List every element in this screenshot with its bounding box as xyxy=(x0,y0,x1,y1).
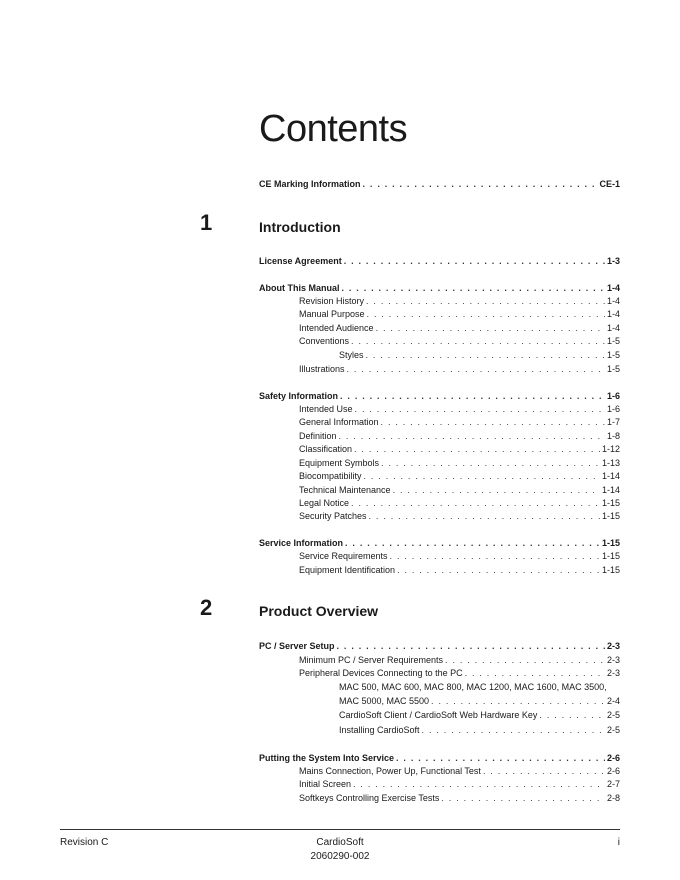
chapter-title[interactable]: Product Overview xyxy=(259,603,379,619)
toc-leader-dots xyxy=(393,484,600,496)
toc-label: CardioSoft Client / CardioSoft Web Hardware Key xyxy=(339,710,538,720)
toc-label: Service Information xyxy=(259,538,344,548)
toc-page: 1-6 xyxy=(606,404,620,414)
toc-label: Legal Notice xyxy=(299,498,350,508)
toc-subentry[interactable] xyxy=(299,667,620,679)
toc-leader-dots xyxy=(363,178,598,190)
toc-subsubentry-line[interactable]: MAC 500, MAC 600, MAC 800, MAC 1200, MAC 1600, MAC 3500, xyxy=(339,682,607,692)
toc-page: 1-12 xyxy=(601,444,620,454)
toc-leader-dots xyxy=(381,457,600,469)
toc-page: 2-4 xyxy=(606,696,620,706)
toc-leader-dots xyxy=(441,792,605,804)
toc-label: Classification xyxy=(299,444,353,454)
toc-page: 1-7 xyxy=(606,417,620,427)
toc-leader-dots xyxy=(465,667,605,679)
toc-leader-dots xyxy=(366,349,605,361)
toc-label: Intended Audience xyxy=(299,323,374,333)
toc-subentry[interactable] xyxy=(299,295,620,307)
footer-page-number: i xyxy=(617,837,620,848)
chapter-number: 1 xyxy=(200,210,213,235)
toc-leader-dots xyxy=(345,537,600,549)
toc-leader-dots xyxy=(422,724,605,736)
toc-leader-dots xyxy=(339,430,605,442)
toc-label: Security Patches xyxy=(299,511,367,521)
toc-subentry[interactable] xyxy=(299,363,620,375)
toc-leader-dots xyxy=(431,695,605,707)
toc-label: General Information xyxy=(299,417,379,427)
toc-page: 1-15 xyxy=(601,551,620,561)
toc-subentry[interactable] xyxy=(299,430,620,442)
toc-page: 1-15 xyxy=(601,565,620,575)
toc-label: Service Requirements xyxy=(299,551,388,561)
toc-subsubentry[interactable] xyxy=(339,709,620,721)
toc-label: Manual Purpose xyxy=(299,309,365,319)
toc-leader-dots xyxy=(366,295,605,307)
toc-label: Equipment Symbols xyxy=(299,458,380,468)
toc-page: 2-3 xyxy=(606,668,620,678)
footer-revision: Revision C xyxy=(60,837,109,848)
toc-label: Peripheral Devices Connecting to the PC xyxy=(299,668,463,678)
toc-page: 2-6 xyxy=(606,766,620,776)
toc-leader-dots xyxy=(483,765,605,777)
toc-subentry[interactable] xyxy=(299,497,620,509)
toc-leader-dots xyxy=(355,403,605,415)
toc-leader-dots xyxy=(354,443,600,455)
toc-label: PC / Server Setup xyxy=(259,641,335,651)
toc-entry-license-agreement[interactable] xyxy=(259,255,620,267)
toc-label: Illustrations xyxy=(299,364,345,374)
toc-label: Technical Maintenance xyxy=(299,485,391,495)
toc-leader-dots xyxy=(347,363,605,375)
toc-label: Revision History xyxy=(299,296,365,306)
toc-subentry[interactable] xyxy=(299,654,620,666)
toc-subentry[interactable] xyxy=(299,416,620,428)
toc-subentry[interactable] xyxy=(299,778,620,790)
toc-page: 1-4 xyxy=(606,283,620,293)
toc-page: 1-5 xyxy=(606,336,620,346)
toc-subsubentry[interactable] xyxy=(339,724,620,736)
toc-label: Safety Information xyxy=(259,391,339,401)
toc-page: 1-14 xyxy=(601,471,620,481)
toc-label: Installing CardioSoft xyxy=(339,725,420,735)
toc-label: Softkeys Controlling Exercise Tests xyxy=(299,793,440,803)
toc-subentry[interactable] xyxy=(299,510,620,522)
toc-entry-service-information[interactable] xyxy=(259,537,620,549)
toc-subentry[interactable] xyxy=(299,765,620,777)
toc-leader-dots xyxy=(364,470,600,482)
toc-subsubentry[interactable] xyxy=(339,695,620,707)
toc-page: 2-6 xyxy=(606,753,620,763)
toc-leader-dots xyxy=(353,778,605,790)
toc-label: Equipment Identification xyxy=(299,565,396,575)
toc-subentry[interactable] xyxy=(299,443,620,455)
footer-divider xyxy=(60,829,620,830)
toc-leader-dots xyxy=(381,416,605,428)
toc-page: 1-13 xyxy=(601,458,620,468)
toc-page: 1-5 xyxy=(606,364,620,374)
toc-label: Putting the System Into Service xyxy=(259,753,395,763)
toc-leader-dots xyxy=(539,709,605,721)
toc-leader-dots xyxy=(351,335,605,347)
toc-leader-dots xyxy=(445,654,605,666)
toc-page: 1-6 xyxy=(606,391,620,401)
toc-page: 1-4 xyxy=(606,309,620,319)
toc-label: Minimum PC / Server Requirements xyxy=(299,655,444,665)
footer-product: CardioSoft xyxy=(316,837,364,848)
toc-subentry[interactable] xyxy=(299,322,620,334)
toc-page: 2-5 xyxy=(606,725,620,735)
toc-leader-dots xyxy=(396,752,605,764)
toc-leader-dots xyxy=(337,640,605,652)
toc-page: 1-15 xyxy=(601,511,620,521)
toc-page: 1-3 xyxy=(606,256,620,266)
toc-page: 2-3 xyxy=(606,641,620,651)
toc-label: Definition xyxy=(299,431,337,441)
toc-entry-about-this-manual[interactable] xyxy=(259,282,620,294)
toc-page: 1-14 xyxy=(601,485,620,495)
toc-page: 1-15 xyxy=(601,498,620,508)
toc-leader-dots xyxy=(397,564,600,576)
toc-page: 2-8 xyxy=(606,793,620,803)
toc-label: Mains Connection, Power Up, Functional Test xyxy=(299,766,481,776)
toc-leader-dots xyxy=(340,390,605,402)
toc-leader-dots xyxy=(376,322,605,334)
toc-page: 2-7 xyxy=(606,779,620,789)
toc-entry-ce-marking[interactable] xyxy=(259,178,620,190)
toc-page: 1-4 xyxy=(606,323,620,333)
toc-page: 1-5 xyxy=(606,350,620,360)
toc-label: About This Manual xyxy=(259,283,340,293)
toc-subentry[interactable] xyxy=(299,335,620,347)
toc-label: CE Marking Information xyxy=(259,179,361,189)
toc-subentry[interactable] xyxy=(299,550,620,562)
toc-entry-putting-system-into-service[interactable] xyxy=(259,752,620,764)
toc-page: 1-15 xyxy=(601,538,620,548)
chapter-number: 2 xyxy=(200,595,213,620)
toc-page: 1-4 xyxy=(606,296,620,306)
toc-page: 2-3 xyxy=(606,655,620,665)
page-title: Contents xyxy=(259,108,408,150)
toc-leader-dots xyxy=(344,255,605,267)
toc-label: Intended Use xyxy=(299,404,353,414)
toc-page: CE-1 xyxy=(599,179,620,189)
footer-doc-number: 2060290-002 xyxy=(310,851,370,862)
toc-subentry[interactable] xyxy=(299,308,620,320)
toc-leader-dots xyxy=(351,497,600,509)
toc-leader-dots xyxy=(369,510,600,522)
toc-entry-pc-server-setup[interactable] xyxy=(259,640,620,652)
toc-page: 1-8 xyxy=(606,431,620,441)
toc-entry-safety-information[interactable] xyxy=(259,390,620,402)
toc-subentry[interactable] xyxy=(299,564,620,576)
toc-page: 2-5 xyxy=(606,710,620,720)
toc-label: Conventions xyxy=(299,336,350,346)
toc-subentry[interactable] xyxy=(299,484,620,496)
toc-label: MAC 5000, MAC 5500 xyxy=(339,696,430,706)
chapter-title[interactable]: Introduction xyxy=(259,219,341,235)
toc-leader-dots xyxy=(390,550,600,562)
toc-subsubentry[interactable] xyxy=(339,349,620,361)
toc-subentry[interactable] xyxy=(299,470,620,482)
toc-subentry[interactable] xyxy=(299,457,620,469)
toc-label: Styles xyxy=(339,350,364,360)
toc-label: Initial Screen xyxy=(299,779,352,789)
toc-leader-dots xyxy=(342,282,605,294)
toc-subentry[interactable] xyxy=(299,403,620,415)
toc-subentry[interactable] xyxy=(299,792,620,804)
toc-leader-dots xyxy=(367,308,605,320)
toc-label: Biocompatibility xyxy=(299,471,362,481)
toc-label: License Agreement xyxy=(259,256,342,266)
